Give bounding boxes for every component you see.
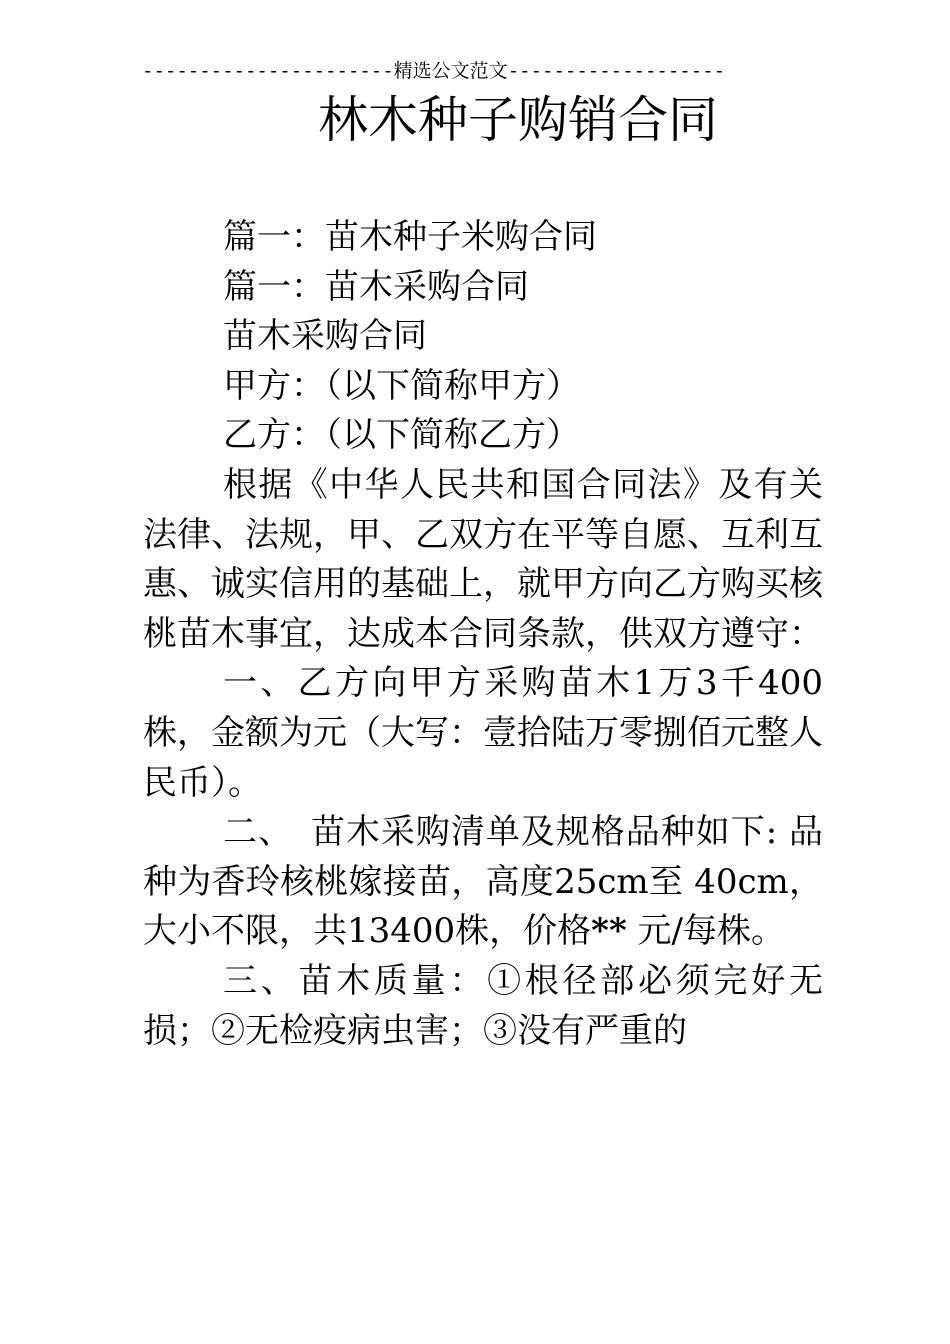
header-label: 精选公文范文	[393, 60, 508, 82]
paragraph-8-tail: 元/每株。	[626, 911, 785, 952]
document-body	[143, 213, 823, 1056]
paragraph-9: 三、苗木质量：①根径部必须完好无损；②无检疫病虫害；③没有严重的	[143, 960, 823, 1051]
paragraph-6: 根据《中华人民共和国合同法》及有关法律、法规，甲、乙双方在平等自愿、互利互惠、诚实信用的基础上，就甲方向乙方购买核桃苗木事宜，达成本合同条款，供双方遵守：	[143, 464, 823, 654]
paragraph-8-text: 二、 苗木采购清单及规格品种如下: 品种为香玲核桃嫁接苗，高度25cm至 40cm，大小不限，共13400株，价格	[143, 812, 823, 952]
paragraph-2: 篇一：苗木采购合同	[223, 266, 529, 307]
paragraph-5: 乙方：（以下简称乙方）	[223, 415, 580, 456]
header-dashes-right: -------------------	[507, 60, 726, 82]
paragraph-7: 一、乙方向甲方采购苗木1万3千400株，金额为元（大写：壹拾陆万零捌佰元整人民币）。	[143, 663, 823, 803]
paragraph-8	[143, 808, 823, 957]
paragraph-1: 篇一：苗木种子米购合同	[223, 217, 597, 257]
document-title: 林木种子购销合同	[318, 91, 718, 149]
paragraph-4: 甲方：（以下简称甲方）	[223, 365, 580, 406]
price-placeholder: **	[591, 911, 627, 952]
page-header	[142, 58, 807, 84]
header-dashes-left: ----------------------	[142, 60, 394, 82]
paragraph-3: 苗木采购合同	[223, 316, 427, 357]
